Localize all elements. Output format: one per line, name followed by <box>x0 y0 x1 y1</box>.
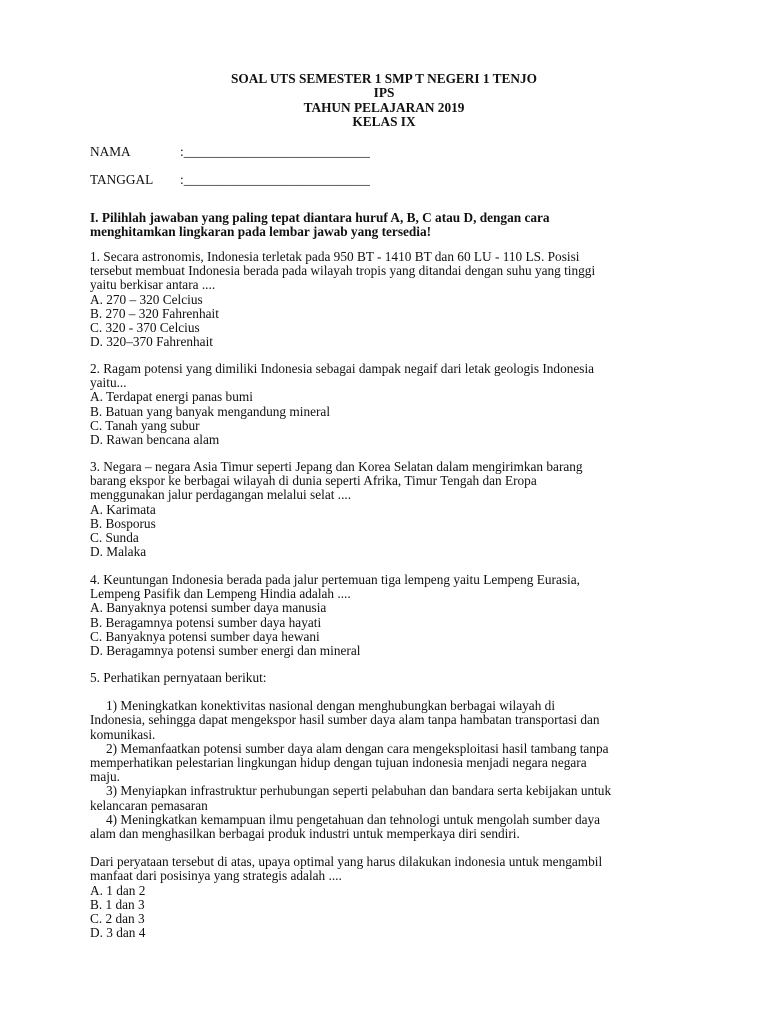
statement-3-line: 3) Menyiapkan infrastruktur perhubungan seperti pelabuhan dan bandara serta kebijakan untuk <box>106 783 612 799</box>
statement-1-line: 1) Meningkatkan konektivitas nasional dengan menghubungkan berbagai wilayah di <box>106 698 556 714</box>
option-b: B. Bosporus <box>90 515 156 531</box>
date-label: TANGGAL <box>90 172 154 187</box>
question-text-line: tersebut membuat Indonesia berada pada wilayah tropis yang ditandai dengan suhu yang tinggi <box>90 263 596 279</box>
header-year-line: TAHUN PELAJARAN 2019 <box>303 99 465 115</box>
statement-4-line: alam dan menghasilkan berbagai produk industri untuk memperkaya diri sendiri. <box>90 826 520 842</box>
question-text-line: yaitu berkisar antara .... <box>90 277 216 293</box>
option-b: B. Batuan yang banyak mengandung mineral <box>90 403 331 419</box>
option-c: C. Banyaknya potensi sumber daya hewani <box>90 628 320 644</box>
option-b: B. 270 – 320 Fahrenhait <box>90 305 219 321</box>
question-5 <box>90 671 680 940</box>
question-text-line: manfaat dari posisinya yang strategis adalah .... <box>90 868 342 884</box>
instruction-line: menghitamkan lingkaran pada lembar jawab yang tersedia! <box>90 224 432 240</box>
option-a: A. Banyaknya potensi sumber daya manusia <box>90 600 327 616</box>
option-a: A. 1 dan 2 <box>90 882 146 898</box>
date-blank: :____________________________ <box>180 172 370 187</box>
option-c: C. 320 - 370 Celcius <box>90 320 200 336</box>
question-2 <box>90 362 680 447</box>
option-d: D. Beragamnya potensi sumber energi dan mineral <box>90 643 361 659</box>
question-1 <box>90 250 680 349</box>
option-a: A. Terdapat energi panas bumi <box>90 389 253 405</box>
question-3 <box>90 460 680 559</box>
question-text-line: 3. Negara – negara Asia Timur seperti Jepang dan Korea Selatan dalam mengirimkan barang <box>90 459 583 474</box>
exam-header <box>0 72 768 129</box>
question-text-line: Dari peryataan tersebut di atas, upaya optimal yang harus dilakukan indonesia untuk mengambil <box>90 854 603 870</box>
question-text-line: yaitu... <box>90 375 127 391</box>
question-text-line: 1. Secara astronomis, Indonesia terletak pada 950 BT - 1410 BT dan 60 LU - 110 LS. Posisi <box>90 249 580 264</box>
name-label: NAMA <box>90 144 131 159</box>
option-c: C. Tanah yang subur <box>90 417 200 433</box>
option-c: C. 2 dan 3 <box>90 911 145 927</box>
statement-4-line: 4) Meningkatkan kemampuan ilmu pengetahuan dan tehnologi untuk mengolah sumber daya <box>106 811 601 827</box>
option-d: D. 320–370 Fahrenhait <box>90 334 213 350</box>
statement-1-line: komunikasi. <box>90 726 156 742</box>
name-field <box>90 145 370 159</box>
statement-2-line: maju. <box>90 769 120 785</box>
name-blank: :____________________________ <box>180 144 370 159</box>
option-d: D. 3 dan 4 <box>90 925 146 941</box>
question-text-line: menggunakan jalur perdagangan melalui selat .... <box>90 487 352 503</box>
statement-3-line: kelancaran pemasaran <box>90 797 208 813</box>
option-d: D. Rawan bencana alam <box>90 432 220 448</box>
date-field <box>90 173 370 187</box>
question-4 <box>90 573 680 658</box>
option-a: A. 270 – 320 Celcius <box>90 291 203 307</box>
instruction <box>90 211 680 239</box>
header-school-line: SOAL UTS SEMESTER 1 SMP T NEGERI 1 TENJO <box>231 71 537 86</box>
header-subject-line: IPS <box>373 85 395 101</box>
statement-1-line: Indonesia, sehingga dapat mengekspor hasil sumber daya alam tanpa hambatan transportasi dan <box>90 712 600 728</box>
question-intro: 5. Perhatikan pernyataan berikut: <box>90 670 267 685</box>
header-class-line: KELAS IX <box>352 113 416 129</box>
question-text-line: barang ekspor ke berbagai wilayah di dunia seperti Afrika, Timur Tengah dan Eropa <box>90 473 537 489</box>
instruction-line: I. Pilihlah jawaban yang paling tepat diantara huruf A, B, C atau D, dengan cara <box>90 210 550 225</box>
question-text-line: 2. Ragam potensi yang dimiliki Indonesia sebagai dampak negaif dari letak geologis Indonesia <box>90 361 595 376</box>
question-text-line: Lempeng Pasifik dan Lempeng Hindia adalah .... <box>90 586 351 602</box>
statement-2-line: 2) Memanfaatkan potensi sumber daya alam dengan cara mengeksploitasi hasil tambang tanpa <box>106 740 609 756</box>
option-d: D. Malaka <box>90 544 147 560</box>
statement-2-line: memperhatikan pelestarian lingkungan hidup dengan tujuan indonesia menjadi negara negara <box>90 755 587 771</box>
option-b: B. Beragamnya potensi sumber daya hayati <box>90 614 322 630</box>
question-text-line: 4. Keuntungan Indonesia berada pada jalur pertemuan tiga lempeng yaitu Lempeng Eurasia, <box>90 572 580 587</box>
option-a: A. Karimata <box>90 501 156 517</box>
option-b: B. 1 dan 3 <box>90 896 145 912</box>
option-c: C. Sunda <box>90 530 139 546</box>
